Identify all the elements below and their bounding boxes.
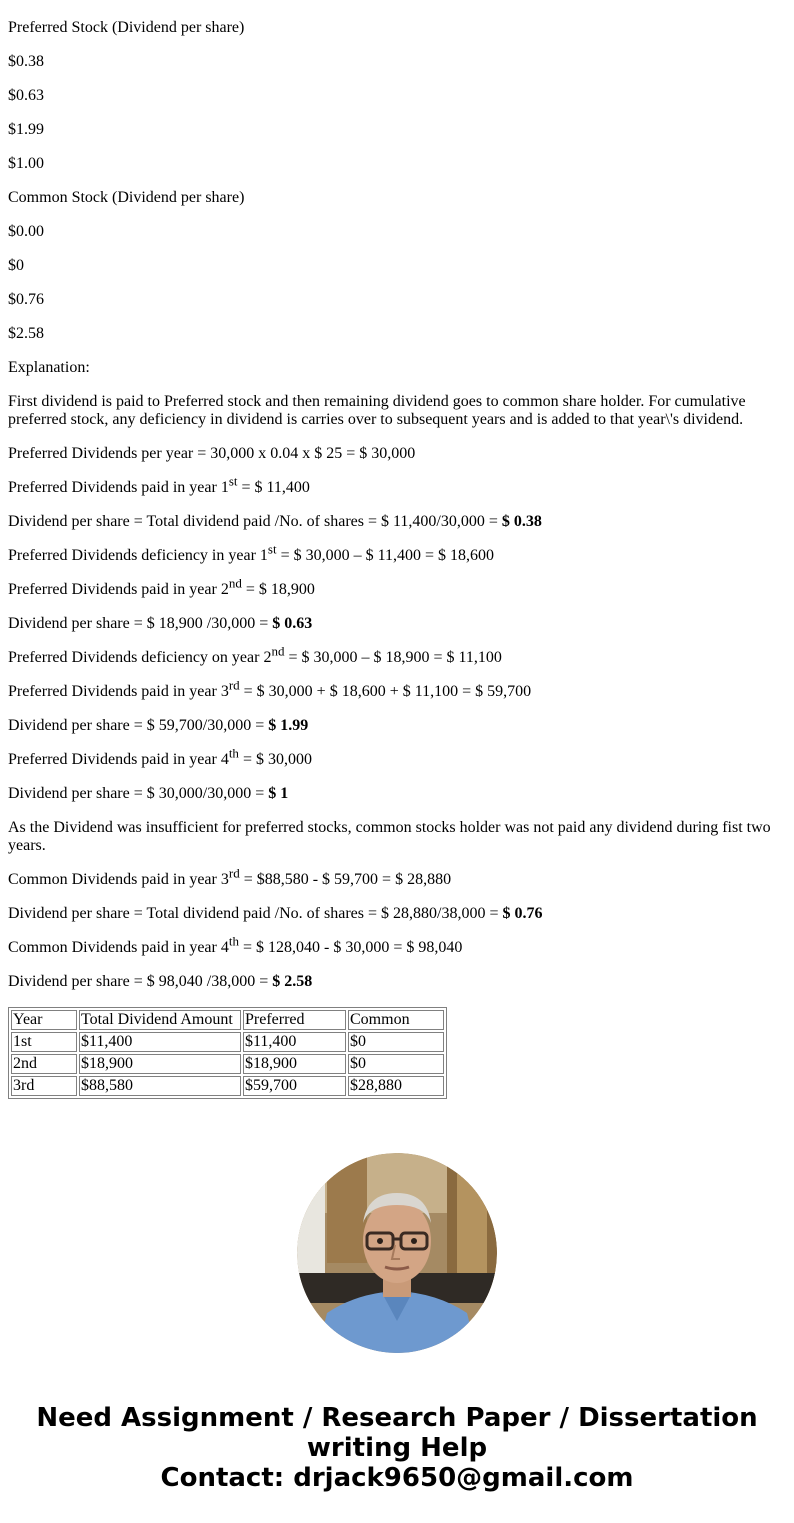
preferred-deficiency-year2-line: Preferred Dividends deficiency on year 2nd = $ 30,000 – $ 18,900 = $ 11,100 (8, 643, 502, 666)
dps-year4-value: $ 1 (268, 785, 289, 802)
preferred-value: $1.99 (8, 121, 44, 138)
dps-year2-value: $ 0.63 (272, 615, 313, 632)
promo-text (0, 1403, 794, 1493)
dps-year3-value: $ 1.99 (268, 717, 309, 734)
explanation-label: Explanation: (8, 359, 90, 376)
table-cell: $11,400 (243, 1032, 346, 1052)
common-heading: Common Stock (Dividend per share) (8, 189, 245, 206)
avatar (297, 1153, 497, 1353)
table-row (11, 1054, 444, 1074)
table-cell: $0 (348, 1054, 444, 1074)
dps-year1-line: Dividend per share = Total dividend paid /No. of shares = $ 11,400/30,000 = $ 0.38 (8, 513, 542, 530)
common-value: $0.76 (8, 291, 44, 308)
common-paid-year3-line: Common Dividends paid in year 3rd = $88,580 - $ 59,700 = $ 28,880 (8, 865, 452, 888)
table-cell: $18,900 (79, 1054, 241, 1074)
table-row (11, 1032, 444, 1052)
common-dps-year3-value: $ 0.76 (502, 905, 543, 922)
common-dps-year3-line: Dividend per share = Total dividend paid /No. of shares = $ 28,880/38,000 = $ 0.76 (8, 905, 543, 922)
preferred-deficiency-year1-line: Preferred Dividends deficiency in year 1st = $ 30,000 – $ 11,400 = $ 18,600 (8, 541, 495, 564)
table-cell: 2nd (11, 1054, 77, 1074)
dividend-table (8, 1007, 447, 1099)
common-value: $2.58 (8, 325, 44, 342)
promo-section (0, 1122, 794, 1523)
table-cell: $0 (348, 1032, 444, 1052)
table-header-row (11, 1010, 444, 1030)
table-cell: $88,580 (79, 1076, 241, 1096)
insufficient-note: As the Dividend was insufficient for preferred stocks, common stocks holder was not paid any dividend during fist two years. (8, 819, 771, 854)
preferred-per-year-line: Preferred Dividends per year = 30,000 x 0.04 x $ 25 = $ 30,000 (8, 445, 416, 462)
table-cell: $59,700 (243, 1076, 346, 1096)
common-value: $0.00 (8, 223, 44, 240)
preferred-value: $0.38 (8, 53, 44, 70)
table-row (11, 1076, 444, 1096)
promo-line: Need Assignment / Research Paper / Dissertation (36, 1403, 758, 1433)
avatar-photo (297, 1153, 497, 1353)
promo-line: writing Help (306, 1433, 488, 1463)
common-value: $0 (8, 257, 24, 274)
table-header-cell: Common (348, 1010, 444, 1030)
table-cell: 1st (11, 1032, 77, 1052)
common-dps-year4-line: Dividend per share = $ 98,040 /38,000 = $ 2.58 (8, 973, 313, 990)
preferred-value: $1.00 (8, 155, 44, 172)
preferred-heading: Preferred Stock (Dividend per share) (8, 19, 245, 36)
table-header-cell: Total Dividend Amount (79, 1010, 241, 1030)
explanation-text: First dividend is paid to Preferred stock and then remaining dividend goes to common share holder. For cumulative preferred stock, any deficiency in dividend is carries over to subsequent years and is added to that year\'s dividend. (8, 393, 746, 428)
dps-year2-line: Dividend per share = $ 18,900 /30,000 = $ 0.63 (8, 615, 313, 632)
table-cell: 3rd (11, 1076, 77, 1096)
dps-year1-value: $ 0.38 (501, 513, 542, 530)
preferred-paid-year2-line: Preferred Dividends paid in year 2nd = $ 18,900 (8, 575, 315, 598)
table-header-cell: Year (11, 1010, 77, 1030)
preferred-paid-year4-line: Preferred Dividends paid in year 4th = $ 30,000 (8, 745, 312, 768)
common-dps-year4-value: $ 2.58 (272, 973, 313, 990)
table-cell: $11,400 (79, 1032, 241, 1052)
table-cell: $18,900 (243, 1054, 346, 1074)
promo-contact: Contact: drjack9650@gmail.com (160, 1463, 634, 1493)
table-header-cell: Preferred (243, 1010, 346, 1030)
dps-year4-line: Dividend per share = $ 30,000/30,000 = $ 1 (8, 785, 289, 802)
preferred-paid-year1-line: Preferred Dividends paid in year 1st = $ 11,400 (8, 473, 310, 496)
dps-year3-line: Dividend per share = $ 59,700/30,000 = $ 1.99 (8, 717, 309, 734)
preferred-paid-year3-line: Preferred Dividends paid in year 3rd = $ 30,000 + $ 18,600 + $ 11,100 = $ 59,700 (8, 677, 532, 700)
table-cell: $28,880 (348, 1076, 444, 1096)
preferred-value: $0.63 (8, 87, 44, 104)
common-paid-year4-line: Common Dividends paid in year 4th = $ 128,040 - $ 30,000 = $ 98,040 (8, 933, 463, 956)
